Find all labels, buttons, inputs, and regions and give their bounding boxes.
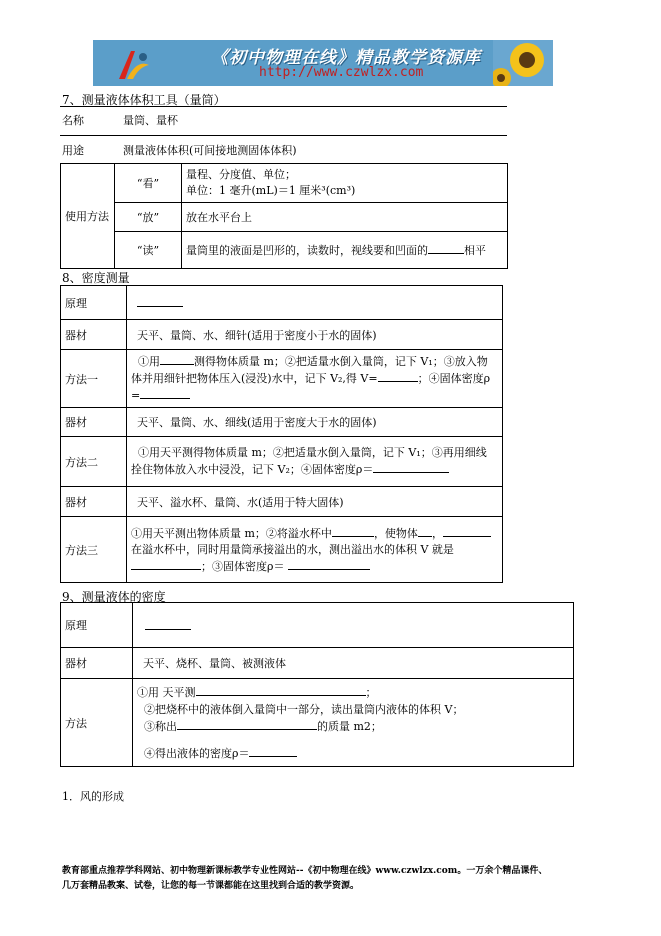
method-1 (127, 350, 503, 408)
section-7-table (60, 163, 508, 269)
look-line-1: 量程、分度值、单位； (186, 168, 296, 181)
principle-label: 原理 (61, 286, 127, 320)
equip-3-text: 天平、溢水杯、量筒、水(适用于特大固体) (137, 495, 344, 509)
blank (373, 461, 449, 473)
read-value (182, 232, 508, 269)
step-1-end: ； (365, 685, 377, 699)
step-1: ①用 天平测 (137, 685, 196, 699)
footer-line-1: 教育部重点推荐学科网站、初中物理新课标教学专业性网站--《初中物理在线》www.czwlzx.com。一万余个精品课件、 (62, 866, 548, 876)
step-4: ④得出液体的密度ρ＝ (144, 746, 250, 760)
method-3-label: 方法三 (61, 517, 127, 583)
blank (249, 745, 297, 757)
read-label: “读” (115, 232, 182, 269)
m3-c: ， (431, 526, 443, 540)
section-9-table (60, 602, 574, 767)
name-value: 量筒、量杯 (123, 114, 178, 127)
equip-value (133, 648, 574, 679)
section-8-table (60, 285, 503, 583)
banner-title: 《初中物理在线》精品教学资源库 (211, 48, 481, 68)
m1-d: ；④固体密度ρ (417, 372, 491, 385)
method-steps (133, 679, 574, 767)
blank (137, 295, 183, 307)
blank (418, 525, 432, 537)
read-text: 量筒里的液面是凹形的，读数时，视线要和凹面的 (186, 244, 428, 257)
m2-a: ①用天平测得物体质量 m；②把适量水倒入量筒，记下 V₁；③再用细线 (138, 446, 487, 459)
m3-a: ①用天平测出物体质量 m；②将溢水杯中 (131, 526, 332, 540)
logo-icon (113, 45, 153, 85)
place-label: “放” (115, 203, 182, 232)
section-1-title: 1．风的形成 (62, 790, 124, 803)
equip-2-text: 天平、量筒、水、细线(适用于密度大于水的固体) (137, 416, 377, 429)
use-value: 测量液体体积(可间接地测固体体积) (123, 144, 297, 157)
equip-label: 器材 (61, 648, 133, 679)
blank (160, 353, 194, 365)
method-label: 使用方法 (61, 164, 115, 269)
equip-1-text: 天平、量筒、水、细针(适用于密度小于水的固体) (137, 328, 377, 342)
footer (62, 864, 622, 894)
footer-line-2: 几万套精品教案、试卷，让您的每一节课都能在这里找到合适的教学资源。 (62, 881, 360, 891)
header-banner (93, 40, 553, 86)
method-label: 方法 (61, 679, 133, 767)
blank (288, 558, 370, 570)
m1-c: 体并用细针把物体压入(浸没)水中，记下 V₂,得 V= (131, 372, 378, 385)
equip-label: 器材 (61, 320, 127, 350)
equip-1 (127, 320, 503, 350)
section-7-title: 7、测量液体体积工具（量筒） (62, 93, 226, 107)
blank (196, 684, 366, 696)
blank (177, 718, 317, 730)
step-3: ③称出 (144, 719, 177, 733)
section-8-title: 8、密度测量 (62, 271, 130, 285)
blank (332, 525, 374, 537)
equip-label: 器材 (61, 487, 127, 517)
method-1-label: 方法一 (61, 350, 127, 408)
m3-b: ，使物体 (373, 526, 418, 540)
look-value (182, 164, 508, 203)
method-3 (127, 517, 503, 583)
m3-d: 在溢水杯中，同时用量筒承接溢出的水，测出溢出水的体积 V 就是 (131, 542, 454, 556)
m2-b: 拴住物体放入水中浸没，记下 V₂；④固体密度ρ＝ (131, 463, 374, 476)
principle-value (133, 603, 574, 648)
m3-e: ；③固体密度ρ＝ (201, 559, 285, 573)
m1-e: = (131, 389, 141, 402)
principle-label: 原理 (61, 603, 133, 648)
blank (428, 242, 464, 254)
sunflower-icon (493, 40, 553, 86)
step-3-end: 的质量 m2； (317, 719, 382, 733)
read-text-end: 相平 (464, 244, 486, 257)
look-line-2: 单位：1 毫升(mL)＝1 厘米³(cm³) (186, 184, 356, 197)
equip-label: 器材 (61, 408, 127, 437)
blank (145, 618, 191, 630)
equip-value-text: 天平、烧杯、量筒、被测液体 (143, 657, 286, 670)
name-label: 名称 (62, 114, 84, 127)
section-9-title: 9、测量液体的密度 (62, 590, 166, 604)
place-value: 放在水平台上 (182, 203, 508, 232)
m1-b: 测得物体质量 m；②把适量水倒入量筒，记下 V₁；③放入物 (194, 355, 488, 368)
step-2: ②把烧杯中的液体倒入量筒中一部分，读出量筒内液体的体积 V； (144, 702, 464, 716)
divider (60, 106, 507, 107)
principle-value (127, 286, 503, 320)
equip-2 (127, 408, 503, 437)
blank (378, 370, 418, 382)
method-2-label: 方法二 (61, 437, 127, 487)
blank (131, 558, 201, 570)
use-label: 用途 (62, 144, 84, 157)
divider (60, 135, 507, 136)
blank (443, 525, 491, 537)
blank (140, 387, 190, 399)
banner-url: http://www.czwlzx.com (259, 65, 424, 80)
m1-a: ①用 (138, 355, 160, 368)
look-label: “看” (115, 164, 182, 203)
method-2 (127, 437, 503, 487)
equip-3 (127, 487, 503, 517)
